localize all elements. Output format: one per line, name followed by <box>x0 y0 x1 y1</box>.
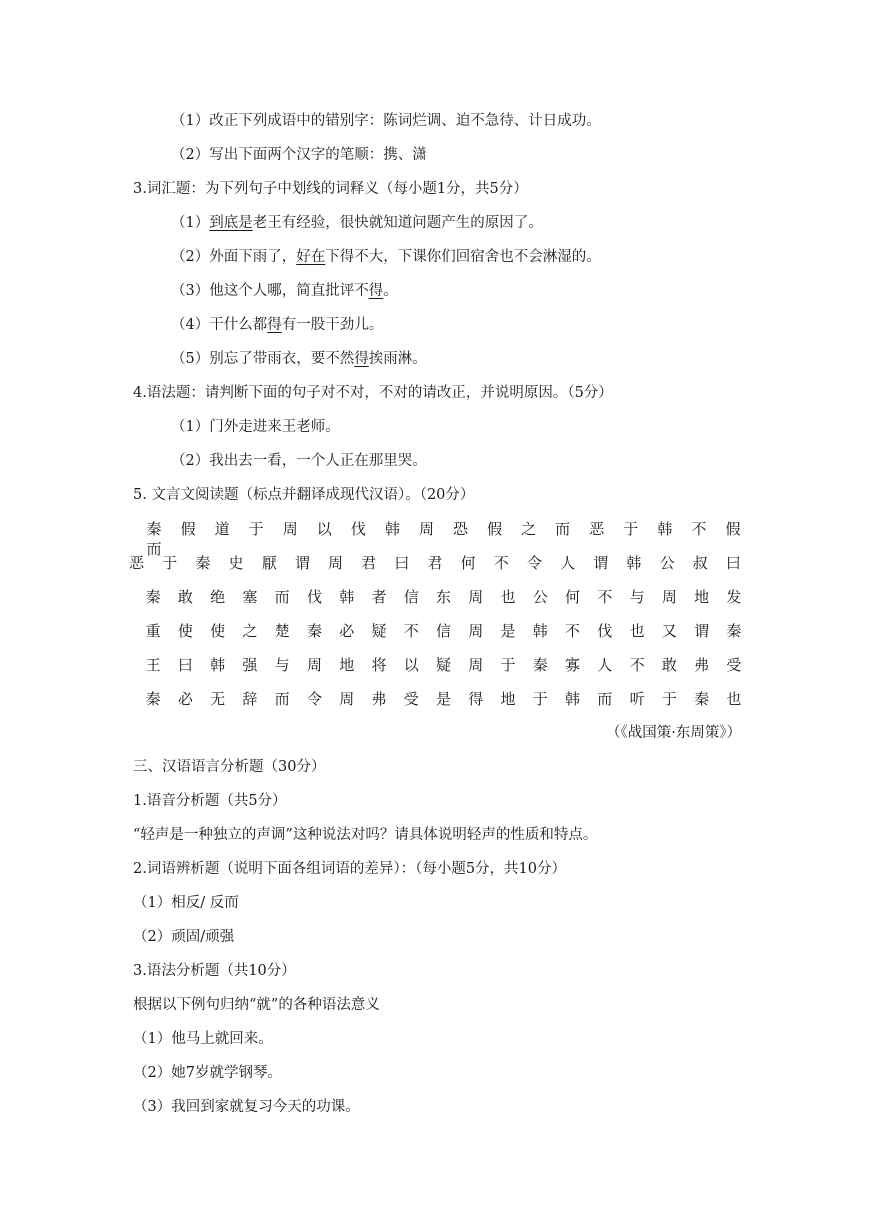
grammar-example-1: （1）他马上就回来。 <box>133 1031 273 1047</box>
classical-char: 是 <box>435 690 451 708</box>
classical-text-row-5 <box>137 655 750 675</box>
classical-char: 以 <box>403 656 419 674</box>
classical-char: 周 <box>328 554 344 572</box>
q3-item-3: （3）他这个人哪，简直批评不得。 <box>171 283 398 299</box>
classical-char: 是 <box>500 622 516 640</box>
classical-char: 叔 <box>692 554 708 572</box>
classical-char: 史 <box>228 554 244 572</box>
classical-char: 秦 <box>195 554 211 572</box>
classical-char: 谓 <box>593 554 609 572</box>
classical-char: 不 <box>403 622 419 640</box>
classical-char: 于 <box>500 656 516 674</box>
classical-char: 敢 <box>661 656 677 674</box>
classical-char: 恐 <box>453 520 469 538</box>
classical-char: 又 <box>661 622 677 640</box>
classical-char: 塞 <box>242 588 258 606</box>
classical-char: 韩 <box>657 520 673 538</box>
classical-char: 楚 <box>274 622 290 640</box>
classical-char: 厭 <box>261 554 277 572</box>
classical-char: 公 <box>532 588 548 606</box>
classical-char: 而 <box>274 690 290 708</box>
classical-char: 也 <box>629 622 645 640</box>
classical-char: 也 <box>500 588 516 606</box>
grammar-analysis-intro: 根据以下例句归纳“就”的各种语法意义 <box>133 997 380 1013</box>
classical-char: 而 <box>555 520 571 538</box>
classical-char: 君 <box>361 554 377 572</box>
classical-char: 君 <box>427 554 443 572</box>
section-3-title: 三、汉语语言分析题（30分） <box>133 759 326 775</box>
classical-char: 秦 <box>306 622 322 640</box>
classical-char: 假 <box>180 520 196 538</box>
classical-char: 弗 <box>371 690 387 708</box>
classical-char: 于 <box>532 690 548 708</box>
word-analysis-item-1: （1）相反/ 反而 <box>133 895 239 911</box>
q2-sub1: （1）改正下列成语中的错别字：陈词烂调、迫不急待、计日成功。 <box>171 113 601 129</box>
classical-char: 假 <box>487 520 503 538</box>
classical-char: 不 <box>565 622 581 640</box>
classical-char: 信 <box>435 622 451 640</box>
underlined-word: 得 <box>354 351 369 367</box>
underlined-word: 到底是 <box>209 215 253 231</box>
classical-char: 秦 <box>145 690 161 708</box>
phonetics-title: 1.语音分析题（共5分） <box>133 793 287 809</box>
classical-char: 不 <box>629 656 645 674</box>
classical-text-row-4 <box>137 621 750 641</box>
classical-char: 敢 <box>177 588 193 606</box>
classical-char: 发 <box>726 588 742 606</box>
classical-text-row-3 <box>137 587 750 607</box>
classical-char: 于 <box>248 520 264 538</box>
classical-char: 必 <box>177 690 193 708</box>
classical-char: 东 <box>435 588 451 606</box>
classical-char: 疑 <box>371 622 387 640</box>
classical-char: 恶 <box>129 554 145 572</box>
classical-char: 地 <box>339 656 355 674</box>
classical-char: 无 <box>210 690 226 708</box>
classical-char: 韩 <box>210 656 226 674</box>
q3-item-5: （5）别忘了带雨衣，要不然得挨雨淋。 <box>171 351 427 367</box>
classical-char: 周 <box>282 520 298 538</box>
classical-char: 者 <box>371 588 387 606</box>
classical-char: 而 <box>146 540 162 558</box>
classical-char: 弗 <box>694 656 710 674</box>
q4-item-1: （1）门外走进来王老师。 <box>171 419 340 435</box>
classical-char: 秦 <box>145 588 161 606</box>
q3-title: 3.词汇题：为下列句子中划线的词释义（每小题1分，共5分） <box>133 181 528 197</box>
classical-text-row-6 <box>137 689 750 709</box>
classical-char: 强 <box>242 656 258 674</box>
classical-char: 听 <box>629 690 645 708</box>
classical-char: 伐 <box>597 622 613 640</box>
classical-char: 周 <box>468 588 484 606</box>
classical-char: 周 <box>468 622 484 640</box>
grammar-analysis-title: 3.语法分析题（共10分） <box>133 963 296 979</box>
classical-char: 使 <box>177 622 193 640</box>
classical-char: 韩 <box>339 588 355 606</box>
classical-char: 使 <box>210 622 226 640</box>
classical-char: 地 <box>694 588 710 606</box>
classical-char: 不 <box>493 554 509 572</box>
classical-char: 于 <box>623 520 639 538</box>
q3-item-4: （4）干什么都得有一股干劲儿。 <box>171 317 384 333</box>
grammar-example-3: （3）我回到家就复习今天的功课。 <box>133 1099 360 1115</box>
classical-char: 秦 <box>532 656 548 674</box>
classical-char: 之 <box>242 622 258 640</box>
classical-char: 周 <box>418 520 434 538</box>
classical-char: 谓 <box>294 554 310 572</box>
classical-char: 也 <box>726 690 742 708</box>
classical-char: 周 <box>661 588 677 606</box>
classical-char: 与 <box>629 588 645 606</box>
phonetics-question: “轻声是一种独立的声调”这种说法对吗？请具体说明轻声的性质和特点。 <box>133 827 598 843</box>
classical-char: 韩 <box>626 554 642 572</box>
classical-char: 秦 <box>694 690 710 708</box>
classical-char: 受 <box>726 656 742 674</box>
word-analysis-item-2: （2）顽固/顽强 <box>133 929 235 945</box>
classical-char: 令 <box>526 554 542 572</box>
classical-char: 韩 <box>532 622 548 640</box>
classical-char: 周 <box>339 690 355 708</box>
classical-char: 曰 <box>725 554 741 572</box>
source-citation: （《战国策·东周策》） <box>606 725 742 741</box>
q5-title: 5. 文言文阅读题（标点并翻译成现代汉语）。（20分） <box>133 487 475 503</box>
classical-char: 令 <box>306 690 322 708</box>
underlined-word: 得 <box>267 317 282 333</box>
q3-item-1: （1）到底是老王有经验，很快就知道问题产生的原因了。 <box>171 215 543 231</box>
classical-char: 秦 <box>726 622 742 640</box>
q2-sub2: （2）写出下面两个汉字的笔顺：携、潇 <box>171 147 427 163</box>
classical-char: 地 <box>500 690 516 708</box>
q3-item-2: （2）外面下雨了，好在下得不大，下课你们回宿舍也不会淋湿的。 <box>171 249 601 265</box>
classical-char: 恶 <box>589 520 605 538</box>
classical-char: 何 <box>460 554 476 572</box>
classical-char: 伐 <box>350 520 366 538</box>
classical-char: 曰 <box>177 656 193 674</box>
underlined-word: 好在 <box>296 249 326 265</box>
classical-char: 寡 <box>565 656 581 674</box>
classical-char: 何 <box>565 588 581 606</box>
classical-char: 不 <box>691 520 707 538</box>
classical-char: 韩 <box>565 690 581 708</box>
classical-text-row-2 <box>120 553 750 573</box>
underlined-word: 得 <box>368 283 384 299</box>
classical-char: 疑 <box>435 656 451 674</box>
classical-char: 信 <box>403 588 419 606</box>
classical-char: 得 <box>468 690 484 708</box>
classical-char: 道 <box>214 520 230 538</box>
classical-char: 于 <box>162 554 178 572</box>
classical-char: 不 <box>597 588 613 606</box>
classical-char: 以 <box>316 520 332 538</box>
classical-char: 必 <box>339 622 355 640</box>
classical-char: 而 <box>274 588 290 606</box>
q4-item-2: （2）我出去一看，一个人正在那里哭。 <box>171 453 427 469</box>
classical-char: 将 <box>371 656 387 674</box>
classical-char: 谓 <box>694 622 710 640</box>
classical-char: 公 <box>659 554 675 572</box>
q4-title: 4.语法题：请判断下面的句子对不对，不对的请改正，并说明原因。（5分） <box>133 385 613 401</box>
classical-char: 而 <box>597 690 613 708</box>
classical-char: 曰 <box>394 554 410 572</box>
classical-char: 伐 <box>306 588 322 606</box>
classical-char: 之 <box>521 520 537 538</box>
classical-char: 于 <box>661 690 677 708</box>
classical-char: 辞 <box>242 690 258 708</box>
classical-char: 与 <box>274 656 290 674</box>
classical-char: 周 <box>468 656 484 674</box>
classical-char: 周 <box>306 656 322 674</box>
classical-char: 受 <box>403 690 419 708</box>
classical-char: 秦 <box>146 520 162 538</box>
classical-char: 人 <box>597 656 613 674</box>
classical-char: 人 <box>560 554 576 572</box>
classical-char: 韩 <box>384 520 400 538</box>
classical-char: 王 <box>145 656 161 674</box>
word-analysis-title: 2.词语辨析题（说明下面各组词语的差异）：（每小题5分，共10分） <box>133 861 567 877</box>
classical-char: 重 <box>145 622 161 640</box>
classical-char: 假 <box>725 520 741 538</box>
grammar-example-2: （2）她7岁就学钢琴。 <box>133 1065 282 1081</box>
classical-char: 绝 <box>210 588 226 606</box>
